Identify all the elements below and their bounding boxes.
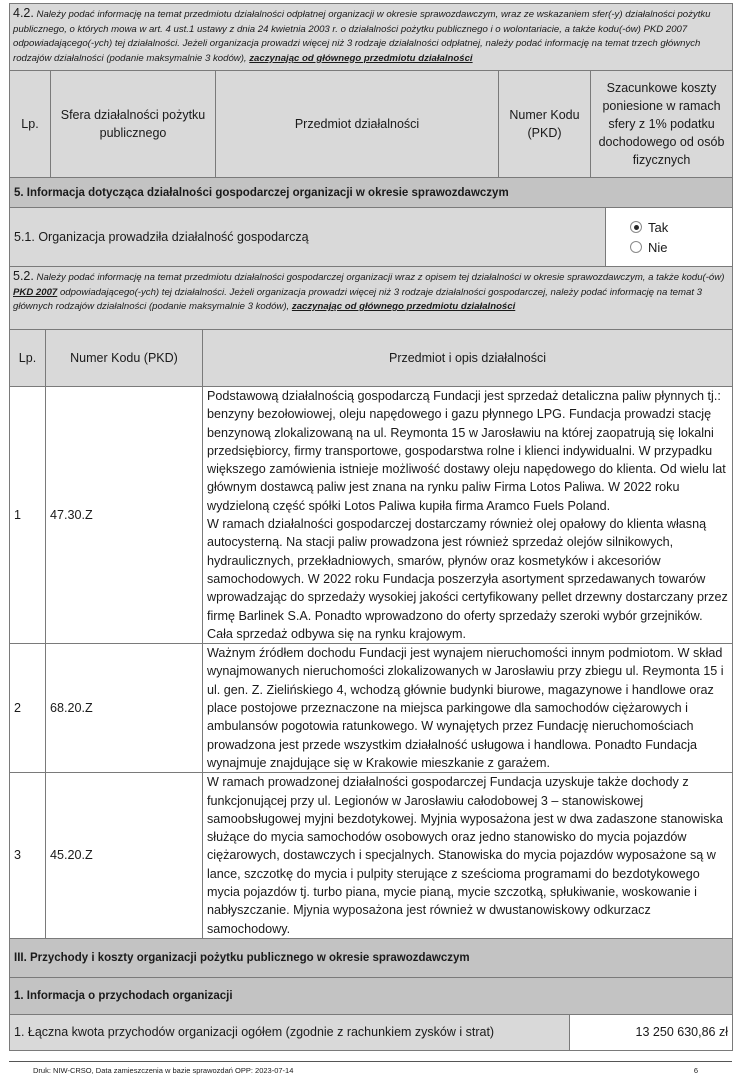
col-header-kod: Numer Kodu (PKD) [499,71,591,178]
total-revenue-label: 1. Łączna kwota przychodów organizacji ogółem (zgodnie z rachunkiem zysków i strat) [10,1014,570,1050]
footer-divider [9,1061,732,1062]
question-5-1-options [606,208,733,267]
radio-option-tak[interactable] [606,217,732,237]
row-opis: Podstawową działalnością gospodarczą Fundacji jest sprzedaż detaliczna paliw płynnych tj.: benzyny bezołowiowej, oleju napędowego i gazu płynnego LPG. Fundacja prowadzi stację benzynową zlokalizowaną na ul. Reymonta 15 w Jarosławiu na której zaopatrują się lokalni przedsiębiorcy, firmy transportowe, gospodarstwa rolne i klienci indywidualni. W przypadku większego zamówienia istnieje możliwość dostawy oleju napędowego do klienta. Od wielu lat głównym dostawcą paliw jest znana na rynku paliw Firma Lotos Paliwa. W 2022 roku wydzieloną część spółki Lotos Paliwa kupiła firma Aramco Fuels Poland. W ramach działalności gospodarczej dostarczamy również olej opałowy do klienta własną autocysterną. Na stacji paliw prowadzona jest również sprzedaż olejów silnikowych, hydraulicznych, przekładniowych, smarów, płynów oraz kosmetyków i akcesoriów samochodowych. W 2022 roku Fundacja poszerzyła asortyment sprzedawanych towarów wprowadzając do sprzedaży wysokiej jakości certyfikowany pellet drzewny dostarczany przez firmę Barlinek S.A. Ponadto wprowadzono do oferty sprzedaży szeroki wybór grzejników. Cała sprzedaż odbywa się na rynku krajowym. [203,387,733,644]
row-lp: 1 [10,387,46,644]
section-number: 4.2. [13,6,34,20]
col-header-lp: Lp. [10,71,51,178]
table-row [10,387,733,644]
instruction-text: Należy podać informację na temat przedmiotu działalności odpłatnej organizacji w okresie sprawozdawczym, wraz ze wskazaniem sfer(-y) działalności pożytku publicznego, o których mowa w art. 4 ust.1 ustawy z dnia 24 kwietnia 2003 r. o działalności pożytku publicznego i o wolontariacie, a także kodu(-ów) PKD 2007 odpowiadającego(-ych) tej działalności. Jeżeli organizacja prowadzi więcej niż 3 rodzaje działalności odpłatnej, należy podać informację na temat trzech głównych rodzajów działalności (podanie maksymalnie 3 kodów), [13,9,711,64]
row-lp: 3 [10,773,46,939]
row-opis: Ważnym źródłem dochodu Fundacji jest wynajem nieruchomości innym podmiotom. W skład wynajmowanych nieruchomości zlokalizowanych w Jarosławiu przy zbiegu ul. Reymonta 15 i ul. gen. Z. Zielińskiego 4, wchodzą głównie budynki biurowe, magazynowe i handlowe oraz place postojowe przeznaczone na miejsca parkingowe dla samochodów ciężarowych i ambulansów pogotowia ratunkowego. W wynajętych przez Fundację nieruchomościach prowadzona jest przede wszystkim działalność usługowa i handlowa. Ponadto Fundacja wynajmuje znajdujące się w Krakowie mieszkanie z garażem. [203,644,733,773]
report-page [9,3,732,1051]
table-row [10,644,733,773]
pkd-link: PKD 2007 [13,286,58,298]
col-header-koszty: Szacunkowe koszty poniesione w ramach sfery z 1% podatku dochodowego od osób fizycznych [591,71,733,178]
row-kod: 68.20.Z [46,644,203,773]
footer-print-info: Druk: NIW-CRSO, Data zamieszczenia w bazie sprawozdań OPP: 2023-07-14 [33,1066,294,1075]
section-4-2-instructions [10,4,733,71]
subsection-1-title: 1. Informacja o przychodach organizacji [10,977,733,1014]
radio-option-nie[interactable] [606,237,732,257]
row-opis: W ramach prowadzonej działalności gospodarczej Fundacja uzyskuje także dochody z funkcjonującej przy ul. Legionów w Jarosławiu całodobowej 3 – stanowiskowej samoobsługowej myjni bezdotykowej. Myjnia wyposażona jest w dwa zadaszone stanowiska służące do mycia samochodów osobowych oraz jedno stanowisko do mycia pojazdów ciężarowych, dostawczych i specjalnych. Stanowiska do mycia pojazdów wyposażone są w lance, szczotkę do mycia i pulpity sterujące z sześcioma programami do bezdotykowego mycia pojazdów tj. turbo piana, mycie pianą, mycie szczotką, spłukiwanie, woskowanie i nabłyszczanie. Mjynia wyposażona jest również w dwustanowiskowy odkurzacz samochodowy. [203,773,733,939]
section-number: 5.2. [13,269,34,283]
section-III-table [9,938,733,1051]
col-header-sfera: Sfera działalności pożytku publicznego [51,71,216,178]
table-row [10,773,733,939]
total-revenue-value: 13 250 630,86 zł [570,1014,733,1050]
row-lp: 2 [10,644,46,773]
radio-selected-icon[interactable] [630,221,642,233]
col-header-przedmiot: Przedmiot działalności [216,71,499,178]
question-5-1-label: 5.1. Organizacja prowadziła działalność gospodarczą [10,208,606,267]
instruction-text: Należy podać informację na temat przedmiotu działalności gospodarczej organizacji wraz z opisem tej działalności w okresie sprawozdawczym, a także kodu(-ów) [36,272,725,283]
col-header-opis: Przedmiot i opis działalności [203,330,733,387]
instruction-emphasis: zaczynając od głównego przedmiotu działalności [249,52,473,64]
col-header-kod: Numer Kodu (PKD) [46,330,203,387]
col-header-lp: Lp. [10,330,46,387]
instruction-text-cont: odpowiadającego(-ych) tej działalności. Jeżeli organizacja prowadzi więcej niż 3 rodzaje działalności gospodarczej, należy podać informację na temat 3 głównych rodzajów działalności (podanie maksymalnie 3 kodów), [13,286,702,312]
radio-label-tak: Tak [648,219,669,235]
section-5-title: 5. Informacja dotycząca działalności gospodarczej organizacji w okresie sprawozdawczym [10,178,733,208]
page-number: 6 [693,1066,698,1075]
row-kod: 47.30.Z [46,387,203,644]
section-5-table [9,177,733,267]
radio-unselected-icon[interactable] [630,241,642,253]
section-5-2-instructions [10,267,733,330]
row-kod: 45.20.Z [46,773,203,939]
section-III-title: III. Przychody i koszty organizacji pożytku publicznego w okresie sprawozdawczym [10,938,733,977]
section-4-2-table [9,3,733,178]
instruction-emphasis: zaczynając od głównego przedmiotu działalności [291,301,516,312]
radio-label-nie: Nie [648,239,668,255]
section-5-2-table [9,266,733,939]
